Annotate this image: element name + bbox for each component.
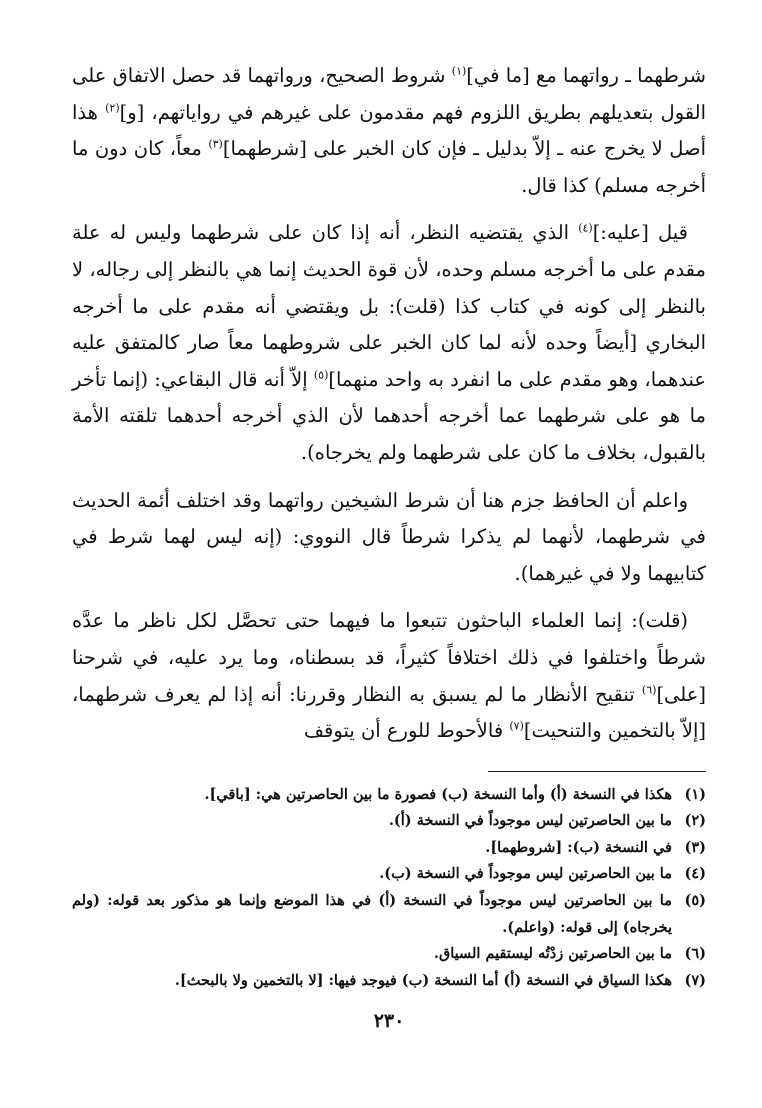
footnote-number: (٣) (684, 838, 706, 856)
footnote-marker: (٧) (509, 719, 524, 733)
footnote (72, 861, 706, 888)
paragraph-text: فالأحوط للورع أن يتوقف (303, 719, 510, 743)
footnote-number: (٦) (684, 945, 706, 963)
paragraph-text: تنقيح الأنظار ما لم يسبق به النظار وقررنا: أنه إذا لم يعرف شرطهما، [إلاّ بالتخمين والتنحيت] (72, 682, 706, 743)
footnote (72, 835, 706, 862)
footnote-number: (٧) (684, 971, 706, 989)
paragraph-text: شروط الصحيح، ورواتهما قد حصل الاتفاق على القول بتعديلهم بطريق اللزوم فهم مقدمون على غيرهم في رواياتهم، [و] (72, 64, 706, 124)
footnote (72, 968, 706, 995)
footnote-text: هكذا في النسخة (أ) وأما النسخة (ب) فصورة ما بين الحاصرتين هي: [باقي]. (204, 785, 672, 803)
paragraph-text: شرطهما ـ رواتهما مع [ما في] (466, 64, 706, 87)
book-page (72, 58, 706, 1032)
footnote (72, 782, 706, 809)
paragraph-text: الذي يقتضيه النظر، أنه إذا كان على شرطهما وليس له علة مقدم على ما أخرجه مسلم وحده، لأن قوة الحديث إنما هي بالنظر إلى رجاله، لا بالنظر إلى كونه في كتاب كذا (قلت): بل ويقتضي أنه مقدم على ما أخرجه البخاري [أيضاً وحده لأنه لما كان الخبر على شروطهما معاً صار كالمتفق عليه عندهما، وهو مقدم على ما انفرد به واحد منهما] (72, 221, 706, 391)
paragraph-text: (قلت): إنما العلماء الباحثون تتبعوا ما فيهما حتى تحصَّل لكل ناظر ما عدَّه شرطاً واختلفوا في ذلك اختلافاً كثيراً، قد بسطناه، وما يرد عليه، في شرحنا [على] (72, 609, 706, 706)
footnote-marker: (٣) (208, 137, 223, 151)
footnote-marker: (١) (451, 64, 467, 78)
paragraph-text: معاً، كان دون ما أخرجه مسلم) كذا قال. (72, 137, 706, 197)
footnote-text: في النسخة (ب): [شروطهما]. (485, 838, 672, 856)
footnote-text: ما بين الحاصرتين ليس موجوداً في النسخة (أ) في هذا الموضع وإنما هو مذكور بعد قوله: (ولم يخرجاه) إلى قوله: (واعلم). (72, 892, 672, 936)
footnotes (72, 782, 706, 995)
footnote (72, 888, 706, 941)
footnote-text: ما بين الحاصرتين ليس موجوداً في النسخة (أ). (388, 812, 672, 830)
paragraph (72, 603, 706, 749)
paragraph (72, 58, 706, 204)
footnote-marker: (٤) (578, 221, 593, 235)
footnote-separator (488, 771, 706, 772)
paragraph-text: هذا أصل لا يخرج عنه ـ إلاّ بدليل ـ فإن كان الخبر على [شرطهما] (72, 100, 707, 161)
paragraph (72, 483, 706, 593)
footnote-marker: (٦) (641, 683, 657, 696)
footnote-number: (٥) (684, 892, 706, 910)
page-number: ٢٣٠ (373, 1010, 405, 1033)
footnote-text: هكذا السياق في النسخة (أ) أما النسخة (ب) فيوجد فيها: [لا بالتخمين ولا بالبحث]. (174, 971, 672, 989)
footnote (72, 941, 706, 968)
footnote-marker: (٥) (313, 368, 329, 382)
footnote-text: ما بين الحاصرتين زدْتُه ليستقيم السياق. (433, 945, 672, 963)
footnote-number: (٢) (684, 812, 706, 830)
paragraph-text: إلاّ أنه قال البقاعي: (إنما تأخر ما هو على شرطهما عما أخرجه أحدهما لأن الذي أخرجه أحدهما تلقته الأمة بالقبول، بخلاف ما كان على شرطهما ولم يخرجاه). (72, 367, 706, 464)
footnote-number: (٤) (684, 865, 706, 883)
footnote-marker: (٢) (105, 101, 120, 115)
footnote-text: ما بين الحاصرتين ليس موجوداً في النسخة (ب). (379, 865, 672, 883)
main-text (72, 58, 706, 750)
paragraph-text: واعلم أن الحافظ جزم هنا أن شرط الشيخين رواتهما وقد اختلف أئمة الحديث في شرطهما، لأنهما لم يذكرا شرطاً قال النووي: (إنه ليس لهما شرط في كتابيهما ولا في غيرهما). (72, 488, 706, 585)
paragraph (72, 215, 706, 471)
footnote (72, 808, 706, 835)
footnote-number: (١) (684, 785, 706, 803)
paragraph-text: قيل [عليه:] (592, 221, 688, 245)
